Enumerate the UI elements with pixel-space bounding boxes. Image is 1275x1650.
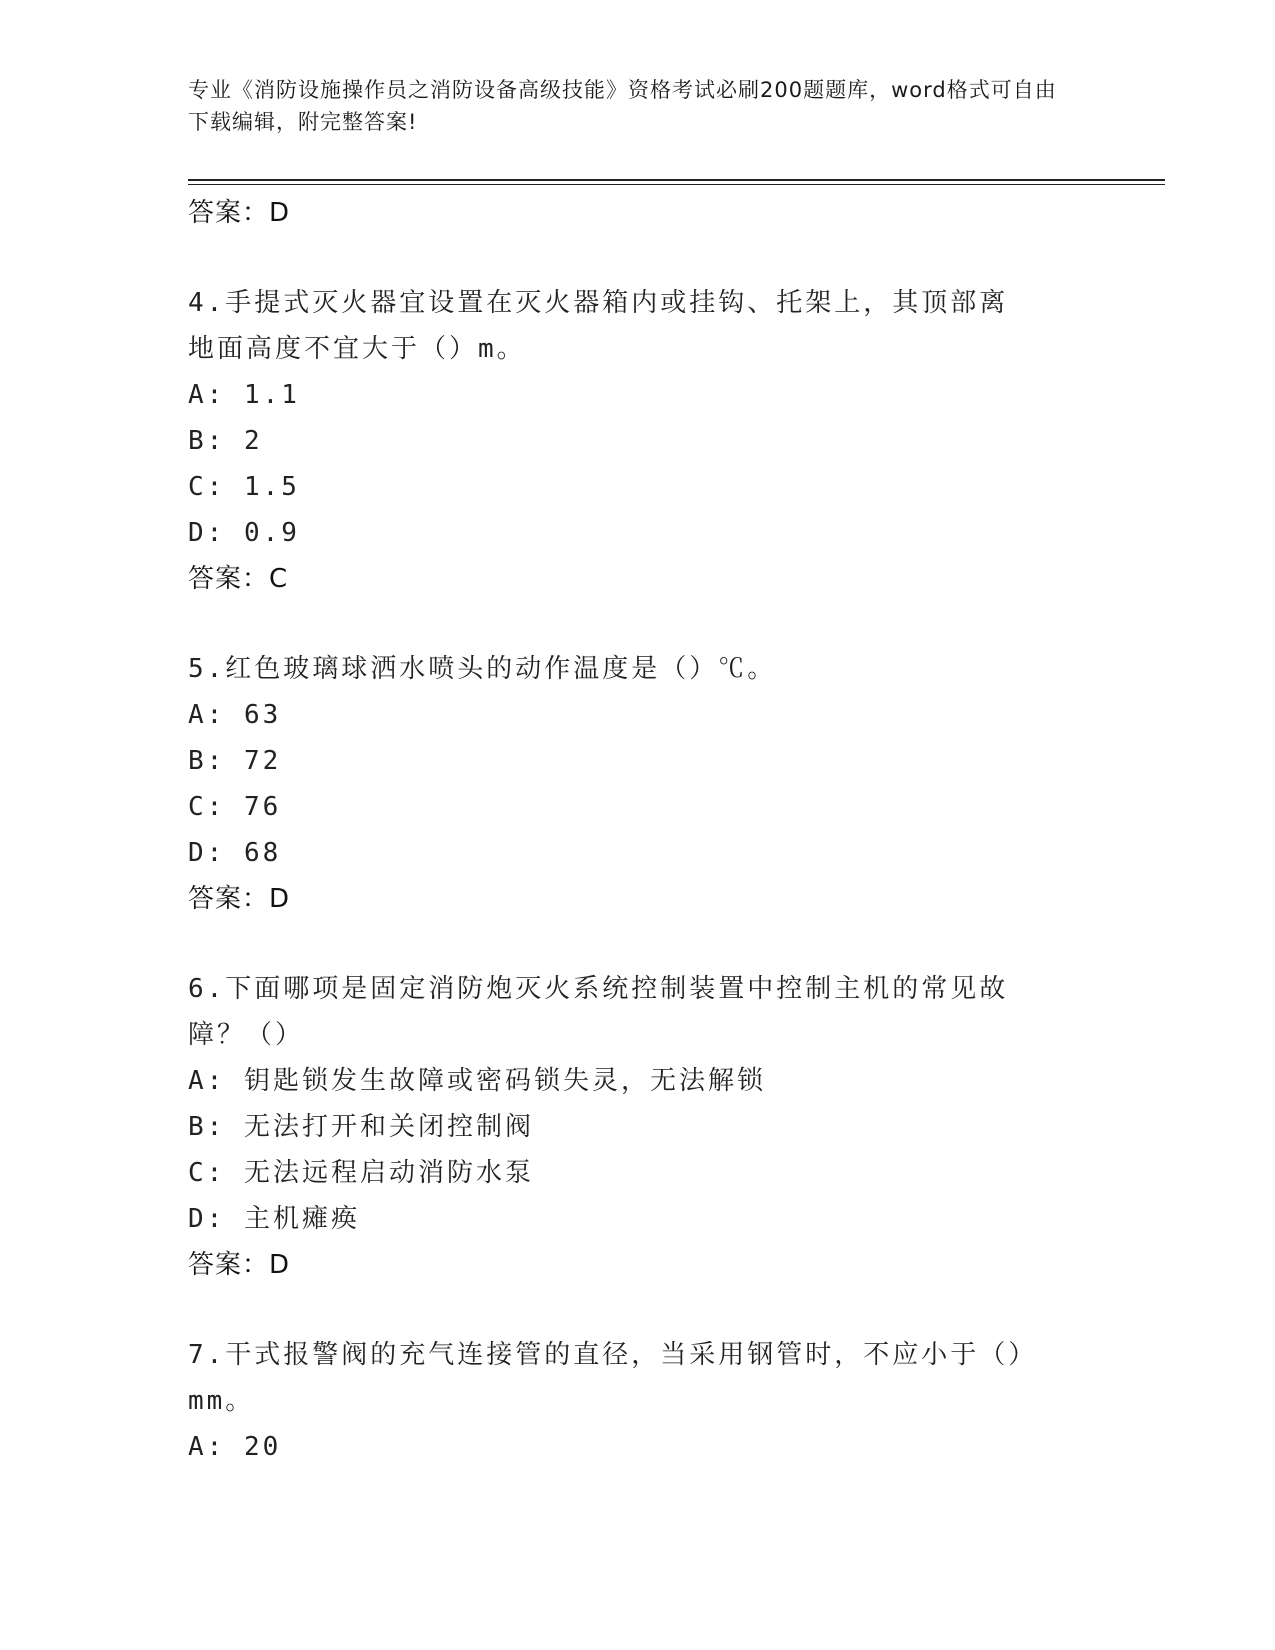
option-text: 1.1: [243, 380, 300, 410]
question-7: [188, 1332, 1088, 1470]
question-list: [188, 190, 1088, 1470]
question-stem: 6.下面哪项是固定消防炮灭火系统控制装置中控制主机的常见故障？（）: [188, 974, 1009, 1050]
question-6: [188, 966, 1088, 1288]
question-stem: 5.红色玻璃球洒水喷头的动作温度是（）℃。: [188, 654, 777, 684]
option-a: [188, 372, 1088, 418]
option-text: 2: [243, 426, 263, 456]
option-letter: A :: [188, 1066, 244, 1096]
question-5: [188, 646, 1088, 922]
option-d: [188, 510, 1088, 556]
question-stem: 7.干式报警阀的充气连接管的直径，当采用钢管时，不应小于（）mm。: [188, 1340, 1038, 1416]
option-c: [188, 1150, 1088, 1196]
option-b: [188, 418, 1088, 464]
option-text: 无法打开和关闭控制阀: [243, 1112, 534, 1142]
option-d: [188, 1196, 1088, 1242]
option-text: 无法远程启动消防水泵: [243, 1158, 534, 1188]
option-letter: B :: [188, 1112, 244, 1142]
option-text: 63: [243, 700, 282, 730]
option-a: [188, 692, 1088, 738]
answer-line: 答案：C: [188, 564, 289, 594]
option-text: 钥匙锁发生故障或密码锁失灵，无法解锁: [243, 1066, 766, 1096]
option-d: [188, 830, 1088, 876]
option-text: 72: [243, 746, 282, 776]
option-text: 主机瘫痪: [243, 1204, 360, 1234]
option-letter: C :: [188, 792, 244, 822]
option-letter: B :: [188, 426, 244, 456]
answer-line: 答案：D: [188, 1250, 291, 1280]
option-b: [188, 1104, 1088, 1150]
option-letter: A :: [188, 380, 244, 410]
answer-line: 答案：D: [188, 198, 291, 228]
header-rule-thin: [188, 184, 1165, 185]
option-letter: A :: [188, 700, 244, 730]
option-letter: C :: [188, 1158, 244, 1188]
option-text: 76: [243, 792, 282, 822]
option-letter: A :: [188, 1432, 244, 1462]
document-header: 专业《消防设施操作员之消防设备高级技能》资格考试必刷200题题库，word格式可自由下载编辑，附完整答案!: [188, 78, 1057, 134]
option-letter: C :: [188, 472, 244, 502]
option-text: 0.9: [243, 518, 300, 548]
question-stem: 4.手提式灭火器宜设置在灭火器箱内或挂钩、托架上，其顶部离地面高度不宜大于（）m。: [188, 288, 1009, 364]
answer-line: 答案：D: [188, 884, 291, 914]
option-text: 20: [243, 1432, 282, 1462]
option-c: [188, 784, 1088, 830]
option-letter: B :: [188, 746, 244, 776]
option-text: 1.5: [243, 472, 300, 502]
option-c: [188, 464, 1088, 510]
option-a: [188, 1058, 1088, 1104]
question-4: [188, 280, 1088, 602]
option-letter: D :: [188, 838, 244, 868]
option-a: [188, 1424, 1088, 1470]
header-rule: [188, 179, 1165, 181]
option-b: [188, 738, 1088, 784]
option-letter: D :: [188, 518, 244, 548]
option-text: 68: [243, 838, 282, 868]
option-letter: D :: [188, 1204, 244, 1234]
